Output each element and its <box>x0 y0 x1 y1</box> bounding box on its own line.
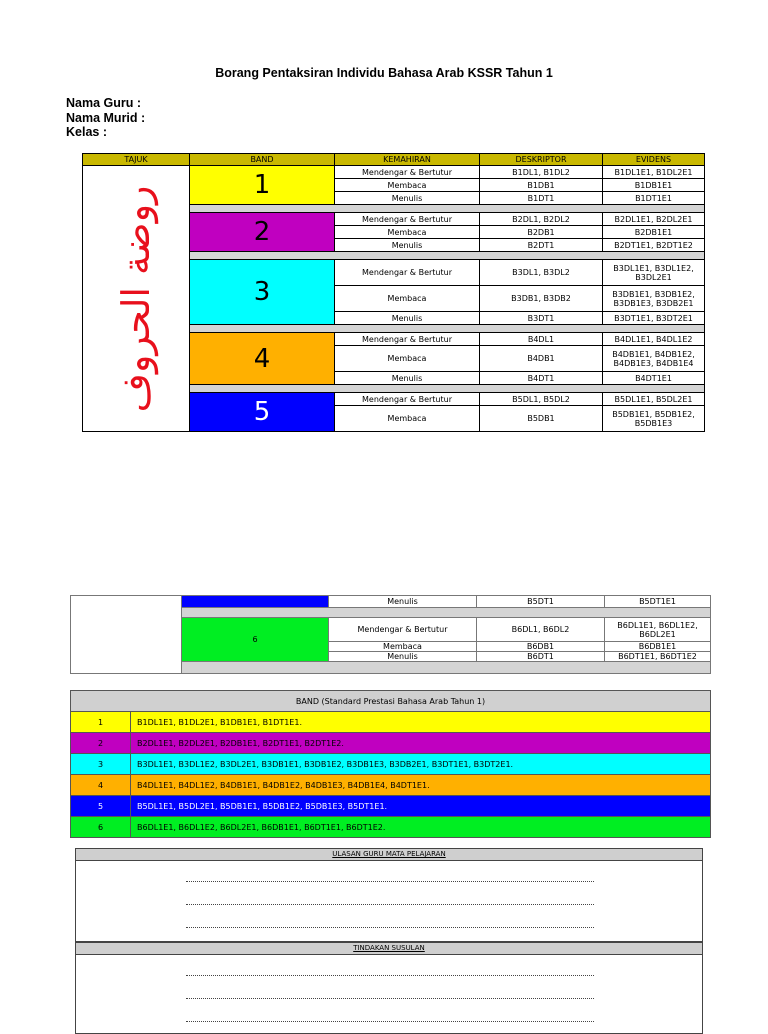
page-title: Borang Pentaksiran Individu Bahasa Arab KSSR Tahun 1 <box>215 66 553 80</box>
kemahiran: Menulis <box>329 652 477 662</box>
kemahiran: Membaca <box>335 406 480 432</box>
deskriptor: B2DB1 <box>480 226 603 239</box>
continuation-table <box>70 595 711 674</box>
deskriptor: B2DT1 <box>480 239 603 252</box>
evidens: B5DT1E1 <box>605 596 711 608</box>
standard-evidens: B5DL1E1, B5DL2E1, B5DB1E1, B5DB1E2, B5DB1E3, B5DT1E1. <box>131 796 711 817</box>
assessment-table <box>82 153 705 432</box>
deskriptor: B4DL1 <box>480 333 603 346</box>
band-cell-1: 1 <box>190 166 335 205</box>
standard-evidens: B3DL1E1, B3DL1E2, B3DL2E1, B3DB1E1, B3DB1E2, B3DB1E3, B3DB2E1, B3DT1E1, B3DT2E1. <box>131 754 711 775</box>
standard-band: 3 <box>71 754 131 775</box>
tindakan-line-3[interactable] <box>186 1021 594 1022</box>
kemahiran: Menulis <box>335 192 480 205</box>
evidens: B1DL1E1, B1DL2E1 <box>603 166 705 179</box>
kemahiran: Mendengar & Bertutur <box>335 213 480 226</box>
standard-band: 6 <box>71 817 131 838</box>
nama-guru-label: Nama Guru : <box>66 96 142 110</box>
ulasan-line-1[interactable] <box>186 881 594 882</box>
evidens: B2DB1E1 <box>603 226 705 239</box>
deskriptor: B6DL1, B6DL2 <box>477 618 605 642</box>
col-header-evidens: EVIDENS <box>603 154 705 166</box>
deskriptor: B3DT1 <box>480 312 603 325</box>
deskriptor: B6DB1 <box>477 642 605 652</box>
evidens: B2DL1E1, B2DL2E1 <box>603 213 705 226</box>
evidens: B5DB1E1, B5DB1E2, B5DB1E3 <box>603 406 705 432</box>
standard-band: 1 <box>71 712 131 733</box>
evidens: B5DL1E1, B5DL2E1 <box>603 393 705 406</box>
kemahiran: Mendengar & Bertutur <box>335 333 480 346</box>
band-cell-2: 2 <box>190 213 335 252</box>
standard-band: 4 <box>71 775 131 796</box>
evidens: B6DT1E1, B6DT1E2 <box>605 652 711 662</box>
kemahiran: Membaca <box>335 286 480 312</box>
tindakan-heading: TINDAKAN SUSULAN <box>76 943 702 955</box>
evidens: B6DB1E1 <box>605 642 711 652</box>
evidens: B3DT1E1, B3DT2E1 <box>603 312 705 325</box>
deskriptor: B5DL1, B5DL2 <box>480 393 603 406</box>
kemahiran: Mendengar & Bertutur <box>335 393 480 406</box>
kelas-label: Kelas : <box>66 125 107 139</box>
deskriptor: B2DL1, B2DL2 <box>480 213 603 226</box>
band-cell-5-continued <box>182 596 329 608</box>
evidens: B1DB1E1 <box>603 179 705 192</box>
standard-evidens: B6DL1E1, B6DL1E2, B6DL2E1, B6DB1E1, B6DT1E1, B6DT1E2. <box>131 817 711 838</box>
evidens: B3DL1E1, B3DL1E2, B3DL2E1 <box>603 260 705 286</box>
kemahiran: Membaca <box>335 346 480 372</box>
evidens: B4DT1E1 <box>603 372 705 385</box>
kemahiran: Mendengar & Bertutur <box>335 166 480 179</box>
ulasan-heading: ULASAN GURU MATA PELAJARAN <box>76 849 702 861</box>
ulasan-line-3[interactable] <box>186 927 594 928</box>
kemahiran: Menulis <box>335 312 480 325</box>
deskriptor: B4DB1 <box>480 346 603 372</box>
row-separator <box>190 252 705 260</box>
deskriptor: B5DT1 <box>477 596 605 608</box>
standard-band: 2 <box>71 733 131 754</box>
standard-evidens: B1DL1E1, B1DL2E1, B1DB1E1, B1DT1E1. <box>131 712 711 733</box>
row-separator <box>190 205 705 213</box>
evidens: B4DB1E1, B4DB1E2, B4DB1E3, B4DB1E4 <box>603 346 705 372</box>
evidens: B1DT1E1 <box>603 192 705 205</box>
nama-murid-label: Nama Murid : <box>66 111 146 125</box>
tindakan-line-1[interactable] <box>186 975 594 976</box>
row-separator <box>190 325 705 333</box>
row-separator <box>182 608 711 618</box>
deskriptor: B1DL1, B1DL2 <box>480 166 603 179</box>
col-header-band: BAND <box>190 154 335 166</box>
ulasan-section <box>75 848 703 942</box>
tajuk-cell-continued <box>71 596 182 674</box>
band-cell-6: 6 <box>182 618 329 662</box>
band-cell-5: 5 <box>190 393 335 432</box>
deskriptor: B6DT1 <box>477 652 605 662</box>
row-separator <box>190 385 705 393</box>
col-header-kemahiran: KEMAHIRAN <box>335 154 480 166</box>
kemahiran: Membaca <box>329 642 477 652</box>
kemahiran: Membaca <box>335 179 480 192</box>
ulasan-line-2[interactable] <box>186 904 594 905</box>
deskriptor: B1DB1 <box>480 179 603 192</box>
standard-evidens: B4DL1E1, B4DL1E2, B4DB1E1, B4DB1E2, B4DB1E3, B4DB1E4, B4DT1E1. <box>131 775 711 796</box>
kemahiran: Mendengar & Bertutur <box>329 618 477 642</box>
band-cell-4: 4 <box>190 333 335 385</box>
deskriptor: B3DB1, B3DB2 <box>480 286 603 312</box>
deskriptor: B3DL1, B3DL2 <box>480 260 603 286</box>
tindakan-section <box>75 942 703 1034</box>
row-separator <box>182 662 711 674</box>
kemahiran: Menulis <box>329 596 477 608</box>
kemahiran: Mendengar & Bertutur <box>335 260 480 286</box>
kemahiran: Menulis <box>335 239 480 252</box>
tajuk-cell <box>83 166 190 432</box>
band-cell-3: 3 <box>190 260 335 325</box>
deskriptor: B4DT1 <box>480 372 603 385</box>
deskriptor: B5DB1 <box>480 406 603 432</box>
deskriptor: B1DT1 <box>480 192 603 205</box>
kemahiran: Menulis <box>335 372 480 385</box>
tindakan-line-2[interactable] <box>186 998 594 999</box>
standard-heading: BAND (Standard Prestasi Bahasa Arab Tahun 1) <box>71 691 711 712</box>
kemahiran: Membaca <box>335 226 480 239</box>
evidens: B3DB1E1, B3DB1E2, B3DB1E3, B3DB2E1 <box>603 286 705 312</box>
col-header-tajuk: TAJUK <box>83 154 190 166</box>
evidens: B6DL1E1, B6DL1E2, B6DL2E1 <box>605 618 711 642</box>
tajuk-arabic-title: روضة الحروف <box>114 185 158 412</box>
evidens: B4DL1E1, B4DL1E2 <box>603 333 705 346</box>
evidens: B2DT1E1, B2DT1E2 <box>603 239 705 252</box>
standard-band: 5 <box>71 796 131 817</box>
standard-evidens: B2DL1E1, B2DL2E1, B2DB1E1, B2DT1E1, B2DT1E2. <box>131 733 711 754</box>
col-header-deskriptor: DESKRIPTOR <box>480 154 603 166</box>
standard-prestasi-table <box>70 690 711 838</box>
